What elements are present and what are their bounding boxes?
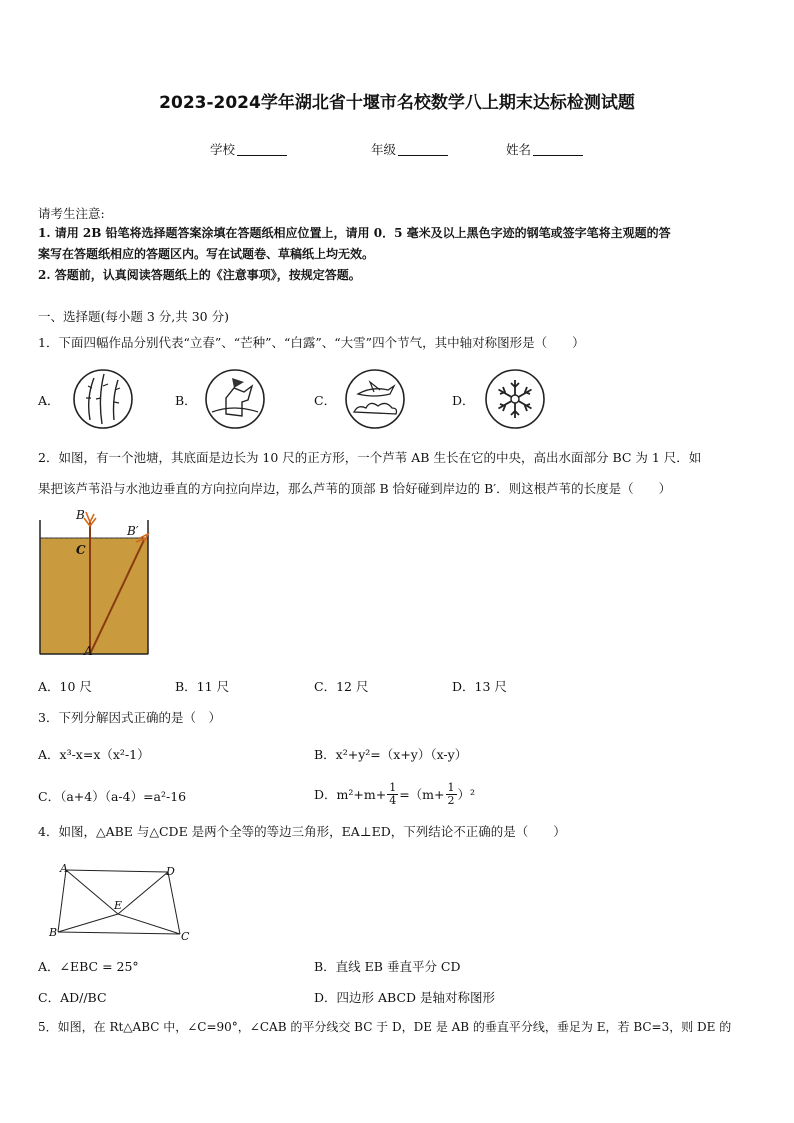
quadrilateral-figure — [48, 862, 198, 944]
vertex-c: C — [181, 930, 190, 943]
denominator: 2 — [447, 793, 455, 807]
grade-field — [371, 140, 448, 158]
bailu-icon — [344, 368, 406, 430]
q4-option-b: B．直线 EB 垂直平分 CD — [314, 959, 461, 974]
pond-figure — [36, 508, 162, 660]
notice-line-1a: 1. 请用 2B 铅笔将选择题答案涂填在答题纸相应位置上，请用 0．5 毫米及以上黑色字迹的钢笔或签字笔将主观题的答 — [38, 226, 671, 240]
q1-label-c: C． — [314, 393, 337, 408]
name-blank — [533, 143, 583, 156]
q2-option-a: A．10 尺 — [38, 679, 92, 694]
school-label: 学校 — [210, 142, 236, 157]
mangzhong-icon — [204, 368, 266, 430]
grade-blank — [398, 143, 448, 156]
lichun-icon — [72, 368, 134, 430]
label-a: A — [84, 644, 93, 658]
q3-option-c: C．（a+4）（a-4）=a²-16 — [38, 789, 187, 804]
numerator: 1 — [389, 780, 397, 794]
grade-label: 年级 — [371, 142, 397, 157]
notice-heading: 请考生注意: — [38, 206, 105, 221]
q2-option-d: D．13 尺 — [452, 679, 507, 694]
school-field — [210, 140, 287, 158]
q5-stem: 5．如图，在 Rt△ABC 中，∠C=90°，∠CAB 的平分线交 BC 于 D，DE 是 AB 的垂直平分线，垂足为 E，若 BC=3，则 DE 的 — [38, 1020, 732, 1034]
name-field — [506, 140, 583, 158]
q3-d-part2: =（m+ — [399, 787, 445, 802]
label-b: B — [76, 508, 85, 522]
numerator: 1 — [447, 780, 455, 794]
vertex-e: E — [114, 899, 123, 912]
q2-option-c: C．12 尺 — [314, 679, 369, 694]
q2-option-b: B．11 尺 — [175, 679, 230, 694]
q2-stem-2: 果把该芦苇沿与水池边垂直的方向拉向岸边，那么芦苇的顶部 B 恰好碰到岸边的 B′．则这根芦苇的长度是（ ） — [38, 481, 672, 496]
q1-label-b: B． — [175, 393, 197, 408]
name-label: 姓名 — [506, 142, 532, 157]
vertex-a: A — [60, 862, 68, 875]
fraction-quarter — [387, 782, 398, 807]
notice-line-2: 2. 答题前，认真阅读答题纸上的《注意事项》，按规定答题。 — [38, 268, 361, 282]
q3-option-a: A．x³-x=x（x²-1） — [38, 747, 150, 762]
vertex-b: B — [49, 926, 58, 939]
notice-line-1b: 案写在答题纸相应的答题区内。写在试题卷、草稿纸上均无效。 — [38, 247, 375, 261]
q1-stem: 1．下面四幅作品分别代表“立春”、“芒种”、“白露”、“大雪”四个节气，其中轴对称图形是（ ） — [38, 335, 585, 350]
fraction-half — [446, 782, 457, 807]
q4-option-d: D．四边形 ABCD 是轴对称图形 — [314, 990, 496, 1005]
page-title: 2023-2024学年湖北省十堰市名校数学八上期末达标检测试题 — [159, 93, 635, 113]
q3-option-b: B．x²+y²=（x+y）（x-y） — [314, 747, 468, 762]
q3-stem: 3．下列分解因式正确的是（ ） — [38, 710, 221, 725]
q3-d-part3: ）² — [457, 787, 476, 802]
q3-d-part1: D．m²+m+ — [314, 787, 387, 802]
vertex-d: D — [166, 865, 175, 878]
q3-option-d — [314, 776, 475, 812]
q1-label-a: A． — [38, 393, 60, 408]
school-blank — [237, 143, 287, 156]
q4-option-c: C．AD//BC — [38, 990, 107, 1005]
q2-stem-1: 2．如图，有一个池塘，其底面是边长为 10 尺的正方形，一个芦苇 AB 生长在它的中央，高出水面部分 BC 为 1 尺．如 — [38, 450, 702, 465]
q1-label-d: D． — [452, 393, 475, 408]
daxue-icon — [484, 368, 546, 430]
section-heading: 一、选择题(每小题 3 分,共 30 分) — [38, 309, 229, 324]
label-c: C — [76, 543, 86, 557]
denominator: 4 — [389, 793, 397, 807]
label-b-prime: B′ — [127, 524, 139, 538]
q4-option-a: A．∠EBC = 25° — [38, 959, 139, 974]
q4-stem: 4．如图，△ABE 与△CDE 是两个全等的等边三角形，EA⊥ED，下列结论不正确的是（ ） — [38, 824, 566, 839]
